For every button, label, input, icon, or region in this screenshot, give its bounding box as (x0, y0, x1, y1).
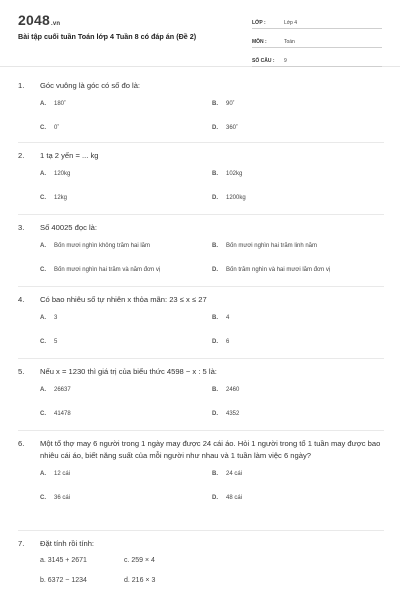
option-letter: B. (212, 171, 218, 177)
option-text: 3 (54, 315, 58, 321)
option-letter: A. (40, 387, 46, 393)
option-c[interactable] (40, 330, 212, 354)
option-letter: D. (212, 125, 218, 131)
question-number: 3. (18, 223, 25, 232)
option-b[interactable] (212, 462, 384, 486)
question-text: 1 tạ 2 yến = ... kg (40, 151, 99, 160)
option-text: 12kg (54, 195, 68, 201)
question-text: Số 40025 đọc là: (40, 223, 97, 232)
meta-value: 9 (284, 58, 287, 64)
option-c[interactable] (40, 486, 212, 510)
subtask-b: b. 6372 − 1234 (40, 576, 87, 584)
option-text: Bốn mươi nghìn hai trăm và năm đơn vị (54, 267, 161, 273)
question-text: Nếu x = 1230 thì giá trị của biểu thức 4598 − x : 5 là: (40, 367, 217, 376)
document-title: Bài tập cuối tuần Toán lớp 4 Tuần 8 có đáp án (Đề 2) (18, 32, 197, 41)
logo-text: 2048 (18, 12, 50, 28)
option-a[interactable] (40, 462, 212, 486)
question-7 (18, 538, 384, 590)
option-c[interactable] (40, 186, 212, 210)
option-text: 0˚ (54, 125, 60, 131)
question-number: 2. (18, 151, 25, 160)
question-4 (18, 294, 384, 354)
option-letter: C. (40, 267, 46, 273)
question-number: 4. (18, 295, 25, 304)
question-text: Góc vuông là góc có số đo là: (40, 81, 141, 90)
option-letter: B. (212, 315, 218, 321)
option-text: Bốn trăm nghìn và hai mươi lăm đơn vị (226, 267, 331, 273)
site-logo[interactable] (18, 12, 60, 28)
option-letter: C. (40, 125, 46, 131)
option-letter: C. (40, 339, 46, 345)
question-divider (18, 530, 384, 531)
question-1 (18, 80, 384, 140)
meta-value: Lớp 4 (284, 20, 298, 26)
option-b[interactable] (212, 306, 384, 330)
meta-value: Toán (284, 39, 295, 45)
question-5 (18, 366, 384, 426)
subtask-d: d. 216 × 3 (124, 576, 156, 584)
meta-row-subject (252, 33, 382, 48)
document-header (0, 0, 400, 67)
question-divider (18, 214, 384, 215)
option-text: 90˚ (226, 101, 235, 107)
option-text: 24 cái (226, 471, 243, 477)
option-a[interactable] (40, 162, 212, 186)
option-d[interactable] (212, 486, 384, 510)
option-c[interactable] (40, 258, 212, 282)
option-text: 1200kg (226, 195, 246, 201)
option-b[interactable] (212, 234, 384, 258)
option-d[interactable] (212, 116, 384, 140)
option-letter: C. (40, 495, 46, 501)
option-d[interactable] (212, 330, 384, 354)
option-letter: C. (40, 195, 46, 201)
option-c[interactable] (40, 402, 212, 426)
logo-tld: .vn (50, 21, 61, 27)
question-divider (18, 430, 384, 431)
option-a[interactable] (40, 92, 212, 116)
question-3 (18, 222, 384, 282)
option-letter: D. (212, 339, 218, 345)
question-text: Đặt tính rồi tính: (40, 539, 95, 548)
meta-row-class (252, 14, 382, 29)
document-meta (252, 14, 382, 71)
option-letter: A. (40, 315, 46, 321)
option-text: 48 cái (226, 495, 243, 501)
option-text: 26637 (54, 387, 71, 393)
subtask-c: c. 259 × 4 (124, 556, 155, 564)
option-d[interactable] (212, 258, 384, 282)
question-text: Một tổ thợ may 6 người trong 1 ngày may được 24 cái áo. Hỏi 1 người trong tổ 1 tuần may được bao nhiêu cái áo, biết năng suất của mỗi người như nhau và 1 tuần làm việc 6 ngày? (40, 439, 381, 460)
option-text: Bốn mươi nghìn không trăm hai lăm (54, 243, 150, 249)
option-letter: D. (212, 195, 218, 201)
option-letter: A. (40, 243, 46, 249)
option-b[interactable] (212, 92, 384, 116)
option-d[interactable] (212, 402, 384, 426)
option-c[interactable] (40, 116, 212, 140)
option-text: 120kg (54, 171, 71, 177)
option-letter: B. (212, 243, 218, 249)
option-text: 4 (226, 315, 230, 321)
option-text: 36 cái (54, 495, 71, 501)
question-text: Có bao nhiêu số tự nhiên x thỏa mãn: 23 ≤ x ≤ 27 (40, 295, 207, 304)
subtask-a: a. 3145 + 2671 (40, 556, 87, 564)
option-text: Bốn mươi nghìn hai trăm linh năm (226, 243, 317, 249)
question-divider (18, 142, 384, 143)
option-text: 5 (54, 339, 58, 345)
option-a[interactable] (40, 234, 212, 258)
option-a[interactable] (40, 306, 212, 330)
option-text: 4352 (226, 411, 240, 417)
option-letter: A. (40, 101, 46, 107)
option-text: 180˚ (54, 101, 67, 107)
question-2 (18, 150, 384, 210)
question-number: 1. (18, 81, 25, 90)
meta-row-count (252, 52, 382, 67)
meta-label: MÔN : (252, 39, 267, 45)
option-letter: B. (212, 387, 218, 393)
option-text: 102kg (226, 171, 243, 177)
option-letter: A. (40, 471, 46, 477)
option-letter: D. (212, 267, 218, 273)
option-text: 6 (226, 339, 230, 345)
option-d[interactable] (212, 186, 384, 210)
option-letter: B. (212, 101, 218, 107)
question-divider (18, 358, 384, 359)
option-text: 41478 (54, 411, 71, 417)
question-divider (18, 286, 384, 287)
option-b[interactable] (212, 378, 384, 402)
option-letter: B. (212, 471, 218, 477)
option-a[interactable] (40, 378, 212, 402)
option-letter: C. (40, 411, 46, 417)
question-number: 6. (18, 439, 25, 448)
question-6 (18, 438, 384, 510)
question-number: 7. (18, 539, 25, 548)
question-number: 5. (18, 367, 25, 376)
option-letter: A. (40, 171, 46, 177)
option-text: 360˚ (226, 125, 239, 131)
option-text: 12 cái (54, 471, 71, 477)
meta-label: SỐ CÂU : (252, 58, 275, 64)
option-letter: D. (212, 411, 218, 417)
option-b[interactable] (212, 162, 384, 186)
option-letter: D. (212, 495, 218, 501)
meta-label: LỚP : (252, 20, 266, 26)
option-text: 2460 (226, 387, 240, 393)
